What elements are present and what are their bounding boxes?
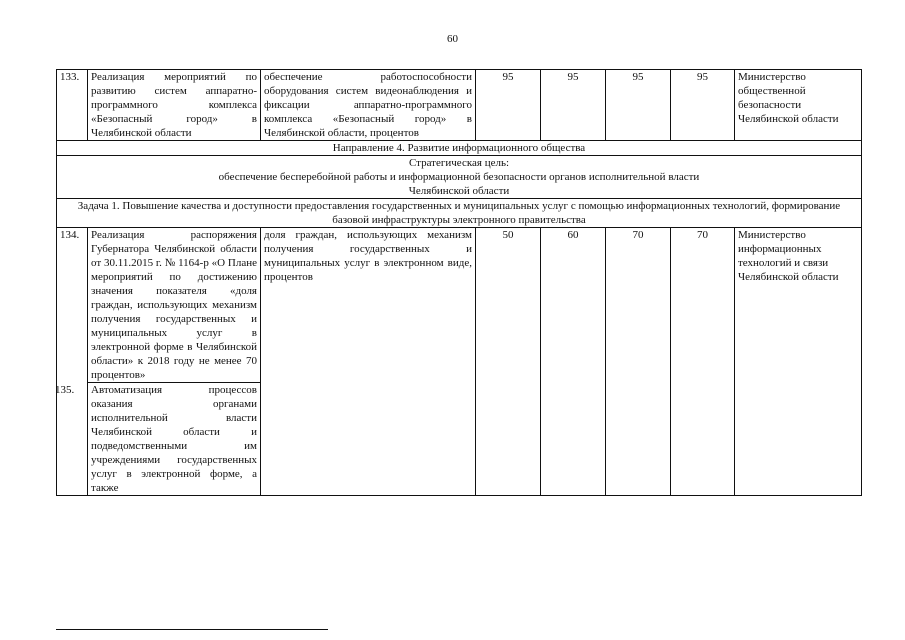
executor-cell: Министерство информационных технологий и связи Челябинской области	[735, 228, 862, 496]
indicator-cell: доля граждан, использующих механизм получения государственных и муниципальных услуг в электронном виде, процентов	[261, 228, 476, 496]
value-year-1: 50	[476, 228, 541, 496]
task-row	[57, 199, 862, 228]
event-cell: Реализация распоряжения Губернатора Челябинской области от 30.11.2015 г. № 1164-р «О Плане мероприятий по достижению значения показателя «доля граждан, использующих механизм получения государственных и муниципальных услуг в электронной форме в Челябинской области» к 2018 году не менее 70 процентов»	[88, 228, 261, 383]
value-year-3: 70	[606, 228, 671, 496]
event-text-135: Автоматизация процессов оказания органами исполнительной власти Челябинской области и подведомственными им учреждениями государственных услуг в электронной форме, а также	[91, 384, 257, 494]
strategic-goal-label: Стратегическая цель:	[408, 157, 510, 169]
event-cell: Реализация мероприятий по развитию систем аппаратно-программного комплекса «Безопасный город» в Челябинской области	[88, 70, 261, 141]
value-year-4: 70	[671, 228, 735, 496]
event-cell-135: 135. Автоматизация процессов оказания органами исполнительной власти Челябинской области и подведомственными им учреждениями государственных услуг в электронной форме, а также	[88, 383, 261, 496]
table-row-133	[57, 70, 862, 141]
indicator-cell: обеспечение работоспособности оборудования систем видеонаблюдения и фиксации аппаратно-программного комплекса «Безопасный город» в Челябинской области, процентов	[261, 70, 476, 141]
value-year-2: 60	[541, 228, 606, 496]
footnote-divider	[56, 629, 328, 630]
strategic-goal-line-1: обеспечение бесперебойной работы и информационной безопасности органов исполнительной власти	[218, 171, 700, 183]
direction-row	[57, 141, 862, 156]
row-number: 133.	[57, 70, 88, 141]
executor-cell: Министерство общественной безопасности Челябинской области	[735, 70, 862, 141]
direction-heading: Направление 4. Развитие информационного общества	[57, 141, 862, 156]
page-number: 60	[447, 33, 458, 45]
value-year-1: 95	[476, 70, 541, 141]
strategic-goal-cell	[57, 156, 862, 199]
strategic-goal-line-2: Челябинской области	[408, 185, 510, 197]
value-year-2: 95	[541, 70, 606, 141]
strategic-goal-row	[57, 156, 862, 199]
row-number: 134.	[57, 228, 88, 496]
program-table	[56, 69, 862, 496]
table-row-134	[57, 228, 862, 383]
value-year-3: 95	[606, 70, 671, 141]
task-heading: Задача 1. Повышение качества и доступности предоставления государственных и муниципальных услуг с помощью информационных технологий, формирование базовой инфраструктуры электронного правительства	[57, 199, 862, 228]
value-year-4: 95	[671, 70, 735, 141]
